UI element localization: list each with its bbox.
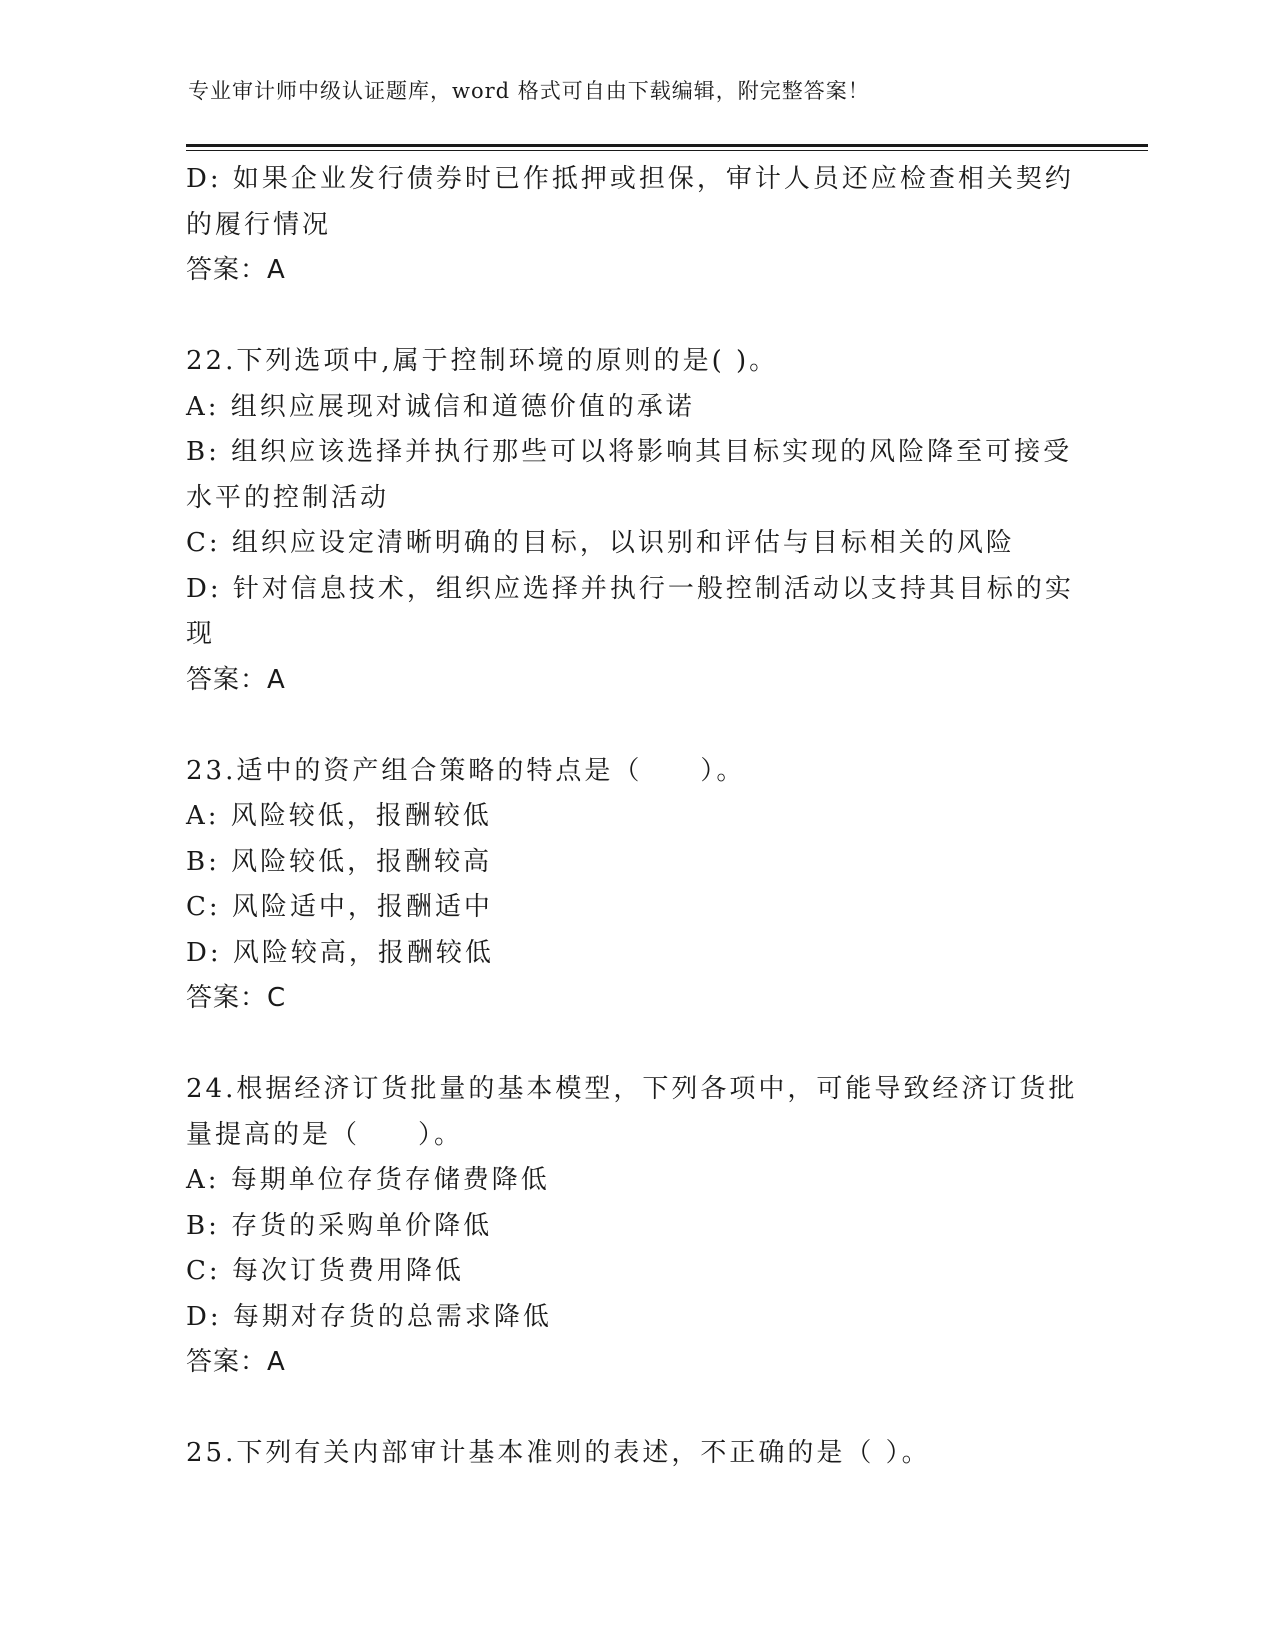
q24-answer: 答案：A <box>186 1347 286 1377</box>
q25-question: 25.下列有关内部审计基本准则的表述，不正确的是（ ）。 <box>186 1438 931 1468</box>
q22-option-b-line2: 水平的控制活动 <box>186 482 390 513</box>
q22-option-b-line1: B: 组织应该选择并执行那些可以将影响其目标实现的风险降至可接受 <box>186 437 1073 467</box>
header-divider-thin <box>186 150 1148 151</box>
q21-option-d-line1: D: 如果企业发行债券时已作抵押或担保，审计人员还应检查相关契约 <box>186 164 1074 194</box>
q24-question-line2: 量提高的是（ ）。 <box>186 1119 464 1150</box>
document-body <box>186 157 1086 1477</box>
q24-option-a: A: 每期单位存货存储费降低 <box>186 1165 550 1195</box>
spacer <box>186 1022 1086 1068</box>
q24-option-c: C: 每次订货费用降低 <box>186 1256 464 1286</box>
q22-option-d-line1: D: 针对信息技术，组织应选择并执行一般控制活动以支持其目标的实 <box>186 573 1074 604</box>
q23-question: 23.适中的资产组合策略的特点是（ ）。 <box>186 755 746 786</box>
spacer <box>186 703 1086 749</box>
q23-answer: 答案：C <box>186 983 287 1013</box>
q22-option-c: C: 组织应设定清晰明确的目标，以识别和评估与目标相关的风险 <box>186 528 1015 558</box>
q21-option-d-line2: 的履行情况 <box>186 209 332 240</box>
q24-question-line1: 24.根据经济订货批量的基本模型，下列各项中，可能导致经济订货批 <box>186 1074 1078 1104</box>
q22-option-d-line2: 现 <box>186 619 216 649</box>
q22-question: 22.下列选项中,属于控制环境的原则的是( )。 <box>186 346 779 376</box>
q22-answer: 答案：A <box>186 664 286 695</box>
q23-option-d: D: 风险较高，报酬较低 <box>186 937 494 968</box>
spacer <box>186 294 1086 340</box>
q23-option-c: C: 风险适中，报酬适中 <box>186 892 493 922</box>
q21-answer: 答案：A <box>186 255 286 285</box>
q23-option-b: B: 风险较低，报酬较高 <box>186 846 493 877</box>
q22-option-a: A: 组织应展现对诚信和道德价值的承诺 <box>186 391 695 422</box>
spacer <box>186 1386 1086 1432</box>
page-header: 专业审计师中级认证题库，word 格式可自由下载编辑，附完整答案！ <box>188 79 870 103</box>
header-divider-thick <box>186 144 1148 147</box>
q24-option-b: B: 存货的采购单价降低 <box>186 1210 493 1241</box>
q24-option-d: D: 每期对存货的总需求降低 <box>186 1301 552 1332</box>
q23-option-a: A: 风险较低，报酬较低 <box>186 801 492 831</box>
